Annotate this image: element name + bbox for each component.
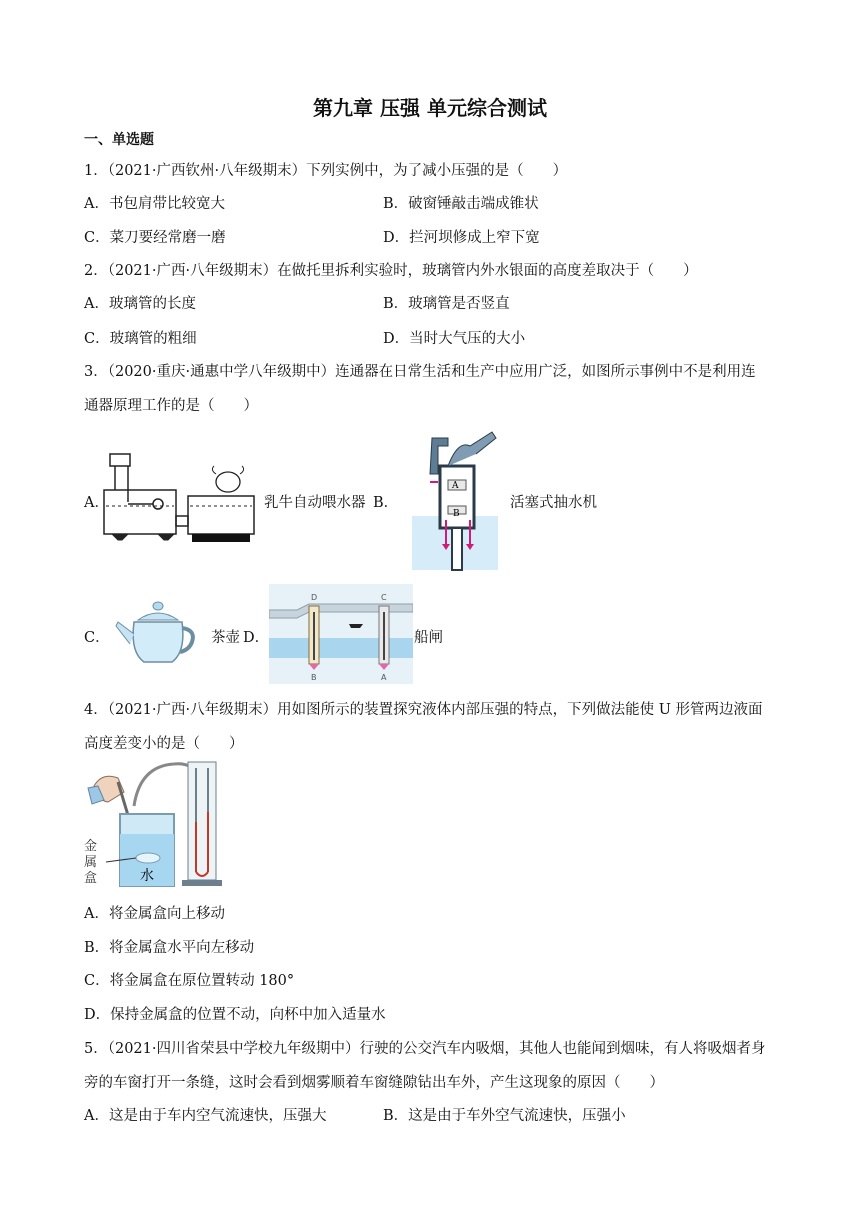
q3-option-d-text: 船闸 [414,630,443,646]
teapot-figure [114,598,200,668]
ship-lock-figure [269,584,413,684]
metal-box-label-2: 属 [84,855,98,870]
q2-option-b[interactable]: B．玻璃管是否竖直 [383,296,510,312]
water-label: 水 [140,868,154,884]
q2-option-c[interactable]: C．玻璃管的粗细 [84,331,197,347]
metal-box-label-3: 盒 [84,871,98,886]
q2-stem: 2．（2021·广西·八年级期末）在做托里拆利实验时，玻璃管内外水银面的高度差取决于（ ） [84,263,698,279]
q3-option-a-letter[interactable]: A． [84,495,109,511]
q2-option-d[interactable]: D．当时大气压的大小 [383,331,526,347]
q4-option-a[interactable]: A．将金属盒向上移动 [84,906,225,922]
piston-pump-figure [410,424,500,572]
q3-option-d-letter[interactable]: D． [243,630,270,646]
q5-option-b[interactable]: B．这是由于车外空气流速快，压强小 [383,1108,626,1124]
page-title: 第九章 压强 单元综合测试 [313,96,547,120]
metal-box-label-1: 金 [84,839,98,854]
q3-stem-line2: 通器原理工作的是（ ） [84,398,258,414]
q2-option-a[interactable]: A．玻璃管的长度 [84,296,196,312]
lock-label-c: C [381,593,387,602]
q1-option-b[interactable]: B．破窗锤敲击端成锥状 [383,196,539,212]
piston-label-a: A [452,481,459,491]
lock-label-d: D [311,593,318,602]
q4-option-b[interactable]: B．将金属盒水平向左移动 [84,940,255,956]
q1-option-c[interactable]: C．菜刀要经常磨一磨 [84,230,226,246]
q3-option-b-letter[interactable]: B． [373,495,399,511]
q4-option-c[interactable]: C．将金属盒在原位置转动 180° [84,973,295,989]
q3-option-b-text: 活塞式抽水机 [510,495,597,511]
section-heading: 一、单选题 [84,132,154,148]
q4-option-d[interactable]: D．保持金属盒的位置不动，向杯中加入适量水 [84,1007,386,1023]
pressure-gauge-figure [84,758,234,890]
q3-stem-line1: 3．（2020·重庆·通惠中学八年级期中）连通器在日常生活和生产中应用广泛，如图所示事例中不是利用连 [84,364,756,380]
q5-stem-line1: 5．（2021·四川省荣县中学校九年级期中）行驶的公交汽车内吸烟，其他人也能闻到烟味，有人将吸烟者身 [84,1041,766,1057]
q5-stem-line2: 旁的车窗打开一条缝，这时会看到烟雾顺着车窗缝隙钻出车外，产生这现象的原因（ ） [84,1075,664,1091]
q3-option-a-text: 乳牛自动喂水器 [264,495,366,511]
q5-option-a[interactable]: A．这是由于车内空气流速快，压强大 [84,1108,327,1124]
lock-label-b: B [311,673,317,682]
cow-feeder-figure [100,452,260,544]
lock-label-a: A [381,673,387,682]
q3-option-c-text: 茶壶 [211,630,240,646]
q1-option-a[interactable]: A．书包肩带比较宽大 [84,196,225,212]
q3-option-c-letter[interactable]: C． [84,630,110,646]
q1-option-d[interactable]: D．拦河坝修成上窄下宽 [383,230,540,246]
q1-stem: 1．（2021·广西钦州·八年级期末）下列实例中，为了减小压强的是（ ） [84,163,568,179]
valve-label-b: B [453,509,460,519]
q4-stem-line1: 4．（2021·广西·八年级期末）用如图所示的装置探究液体内部压强的特点，下列做法能使 U 形管两边液面 [84,702,763,718]
q4-stem-line2: 高度差变小的是（ ） [84,736,244,752]
